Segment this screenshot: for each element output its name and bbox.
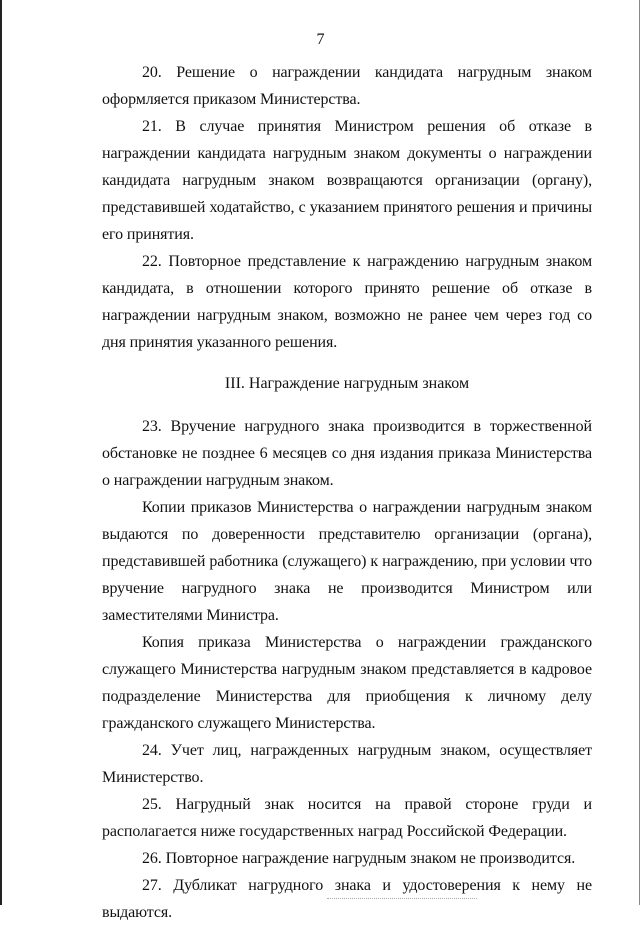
paragraph-20: 20. Решение о награждении кандидата нагрудным знаком оформляется приказом Министерства. — [102, 64, 592, 108]
section-heading: III. Награждение нагрудным знаком — [224, 375, 470, 392]
paragraph-26: 26. Повторное награждение нагрудным знаком не производится. — [142, 850, 576, 867]
paragraph-27: 27. Дубликат нагрудного знака и удостоверения к нему не выдаются. — [102, 877, 592, 921]
paragraph-23: 23. Вручение нагрудного знака производится в торжественной обстановке не позднее 6 месяцев со дня издания приказа Министерства о награждении нагрудным знаком. — [102, 418, 592, 489]
paragraph-order-copy-personnel: Копия приказа Министерства о награждении гражданского служащего Министерства нагрудным знаком представляется в кадровое подразделение Министерства для приобщения к личному делу гражданского служащего Министерства. — [102, 634, 592, 732]
paragraph-24: 24. Учет лиц, награжденных нагрудным знаком, осуществляет Министерство. — [102, 742, 592, 786]
document-body — [102, 59, 592, 926]
scan-artifact — [327, 898, 477, 901]
page-number: 7 — [316, 31, 325, 48]
paragraph-order-copies: Копии приказов Министерства о награждении нагрудным знаком выдаются по доверенности представителю организации (органа), представившей работника (служащего) к награждению, при условии что вручение нагрудного знака не производится Министром или заместителями Министра. — [102, 499, 592, 624]
paragraph-21: 21. В случае принятия Министром решения об отказе в награждении кандидата нагрудным знаком документы о награждении кандидата нагрудным знаком возвращаются организации (органу), представившей ходатайство, с указанием принятого решения и причины его принятия. — [102, 118, 592, 243]
paragraph-25: 25. Нагрудный знак носится на правой стороне груди и располагается ниже государственных наград Российской Федерации. — [102, 796, 592, 840]
paragraph-22: 22. Повторное представление к награждению нагрудным знаком кандидата, в отношении которого принято решение об отказе в награждении нагрудным знаком, возможно не ранее чем через год со дня принятия указанного решения. — [102, 253, 592, 351]
